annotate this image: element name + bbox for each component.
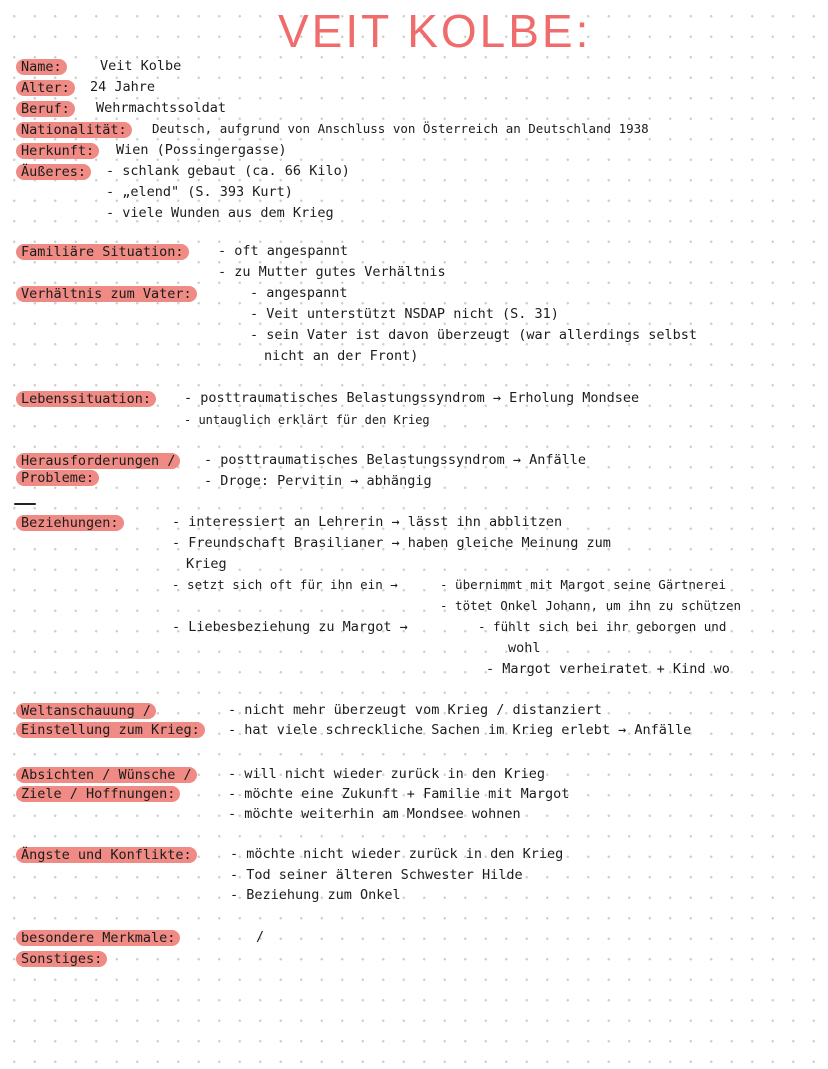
name-value: Veit Kolbe (100, 58, 182, 74)
goals-label: Absichten / Wünsche / (16, 767, 197, 783)
worldview-item: - nicht mehr überzeugt vom Krieg / distanziert (228, 702, 602, 718)
age-value: 24 Jahre (90, 79, 156, 95)
relations-item: - Freundschaft Brasilianer → haben gleiche Meinung zum (172, 535, 611, 551)
challenges-item: - Droge: Pervitin → abhängig (204, 473, 432, 489)
relations-item: - interessiert an Lehrerin → lässt ihn abblitzen (172, 514, 563, 530)
origin-value: Wien (Possingergasse) (116, 142, 287, 158)
job-label: Beruf: (16, 101, 75, 117)
family-label: Familiäre Situation: (16, 244, 189, 260)
special-label: besondere Merkmale: (16, 930, 180, 946)
goals-item: - will nicht wieder zurück in den Krieg (228, 766, 545, 782)
father-item: - angespannt (250, 285, 348, 301)
family-item: - oft angespannt (218, 243, 349, 259)
father-item: - sein Vater ist davon überzeugt (war allerdings selbst (250, 327, 698, 343)
appearance-item: - „elend" (S. 393 Kurt) (106, 184, 293, 200)
father-item: - Veit unterstützt NSDAP nicht (S. 31) (250, 306, 559, 322)
fears-item: - möchte nicht wieder zurück in den Krieg (230, 846, 564, 862)
father-label: Verhältnis zum Vater: (16, 286, 197, 302)
relations-label: Beziehungen: (16, 515, 124, 531)
other-label: Sonstiges: (16, 951, 107, 967)
fears-item: - Tod seiner älteren Schwester Hilde (230, 867, 523, 883)
father-item: nicht an der Front) (264, 348, 419, 364)
fears-label: Ängste und Konflikte: (16, 847, 197, 863)
relations-item: - setzt sich oft für ihn ein → (172, 577, 398, 592)
worldview-label: Einstellung zum Krieg: (16, 722, 205, 738)
appearance-item: - viele Wunden aus dem Krieg (106, 205, 334, 221)
page-title: VEIT KOLBE: (278, 5, 592, 57)
goals-label: Ziele / Hoffnungen: (16, 786, 180, 802)
appearance-label: Äußeres: (16, 164, 91, 180)
age-label: Alter: (16, 80, 75, 96)
divider (14, 503, 36, 505)
relations-item: - tötet Onkel Johann, um ihn zu schützen (440, 598, 742, 613)
special-value: / (256, 929, 265, 945)
relations-item: - übernimmt mit Margot seine Gärtnerei (440, 577, 726, 592)
name-label: Name: (16, 59, 67, 75)
life-label: Lebenssituation: (16, 391, 156, 407)
goals-item: - möchte weiterhin am Mondsee wohnen (228, 806, 521, 822)
nationality-value: Deutsch, aufgrund von Anschluss von Österreich an Deutschland 1938 (152, 121, 649, 136)
challenges-label: Herausforderungen / (16, 453, 180, 469)
nationality-label: Nationalität: (16, 122, 132, 138)
challenges-label: Probleme: (16, 470, 99, 486)
goals-item: - möchte eine Zukunft + Familie mit Margot (228, 786, 570, 802)
life-item: - posttraumatisches Belastungssyndrom → Erholung Mondsee (184, 390, 640, 406)
life-item: - untauglich erklärt für den Krieg (184, 413, 430, 427)
origin-label: Herkunft: (16, 143, 99, 159)
relations-item: - Margot verheiratet + Kind wo (486, 661, 730, 677)
appearance-item: - schlank gebaut (ca. 66 Kilo) (106, 163, 350, 179)
relations-item: wohl (508, 640, 541, 656)
worldview-label: Weltanschauung / (16, 703, 156, 719)
challenges-item: - posttraumatisches Belastungssyndrom → Anfälle (204, 452, 587, 468)
worldview-item: - hat viele schreckliche Sachen im Krieg erlebt → Anfälle (228, 722, 692, 738)
relations-item: - fühlt sich bei ihr geborgen und (478, 619, 727, 634)
family-item: - zu Mutter gutes Verhältnis (218, 264, 446, 280)
fears-item: - Beziehung zum Onkel (230, 887, 401, 903)
job-value: Wehrmachtssoldat (96, 100, 227, 116)
relations-item: Krieg (186, 556, 227, 572)
relations-item: - Liebesbeziehung zu Margot → (172, 619, 408, 635)
